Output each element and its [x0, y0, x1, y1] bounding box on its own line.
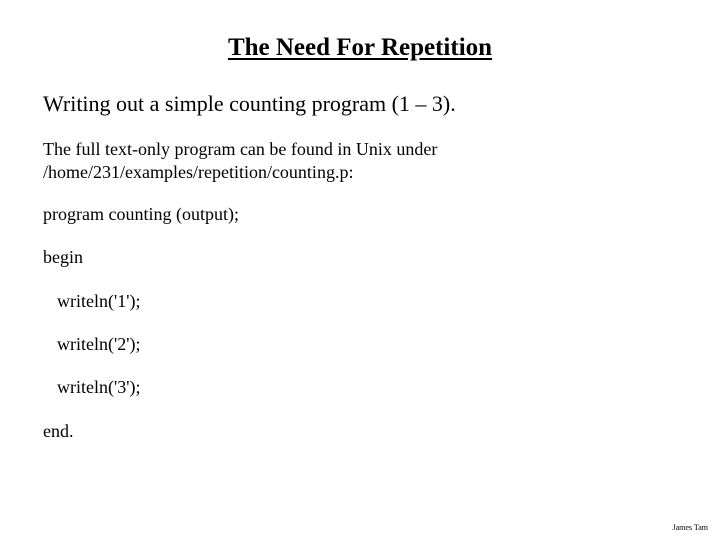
note-line-2: /home/231/examples/repetition/counting.p:	[43, 162, 354, 182]
code-writeln-1-line: writeln('1');	[57, 291, 141, 311]
note-line-1: The full text-only program can be found in Unix under	[43, 139, 438, 159]
code-writeln-2-line: writeln('2');	[57, 334, 141, 354]
code-begin-line: begin	[43, 247, 83, 267]
author-footer: James Tam	[672, 523, 708, 532]
code-program-line: program counting (output);	[43, 204, 239, 224]
slide-subtitle: Writing out a simple counting program (1 – 3).	[43, 91, 456, 116]
code-end-line: end.	[43, 421, 74, 441]
code-writeln-3-line: writeln('3');	[57, 377, 141, 397]
slide-title: The Need For Repetition	[227, 34, 493, 61]
